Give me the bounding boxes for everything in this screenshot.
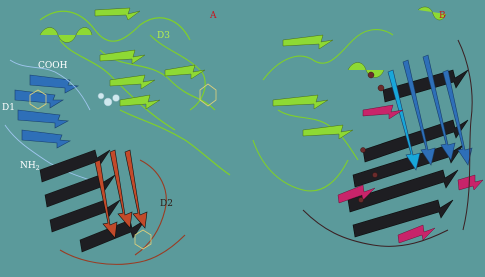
d3-label: D3 [157,31,170,41]
panel-b-structure [243,0,485,277]
d2-label: D2 [160,199,173,209]
d1-label: D1 [2,103,15,113]
nh-subscript: 2 [35,165,40,172]
panel-a-letter: A [210,11,217,21]
nh2-label [20,162,40,172]
nh-text: NH [20,161,36,171]
cooh-label: COOH [38,61,68,71]
panel-b [243,0,485,277]
panel-b-letter: B [439,11,446,21]
